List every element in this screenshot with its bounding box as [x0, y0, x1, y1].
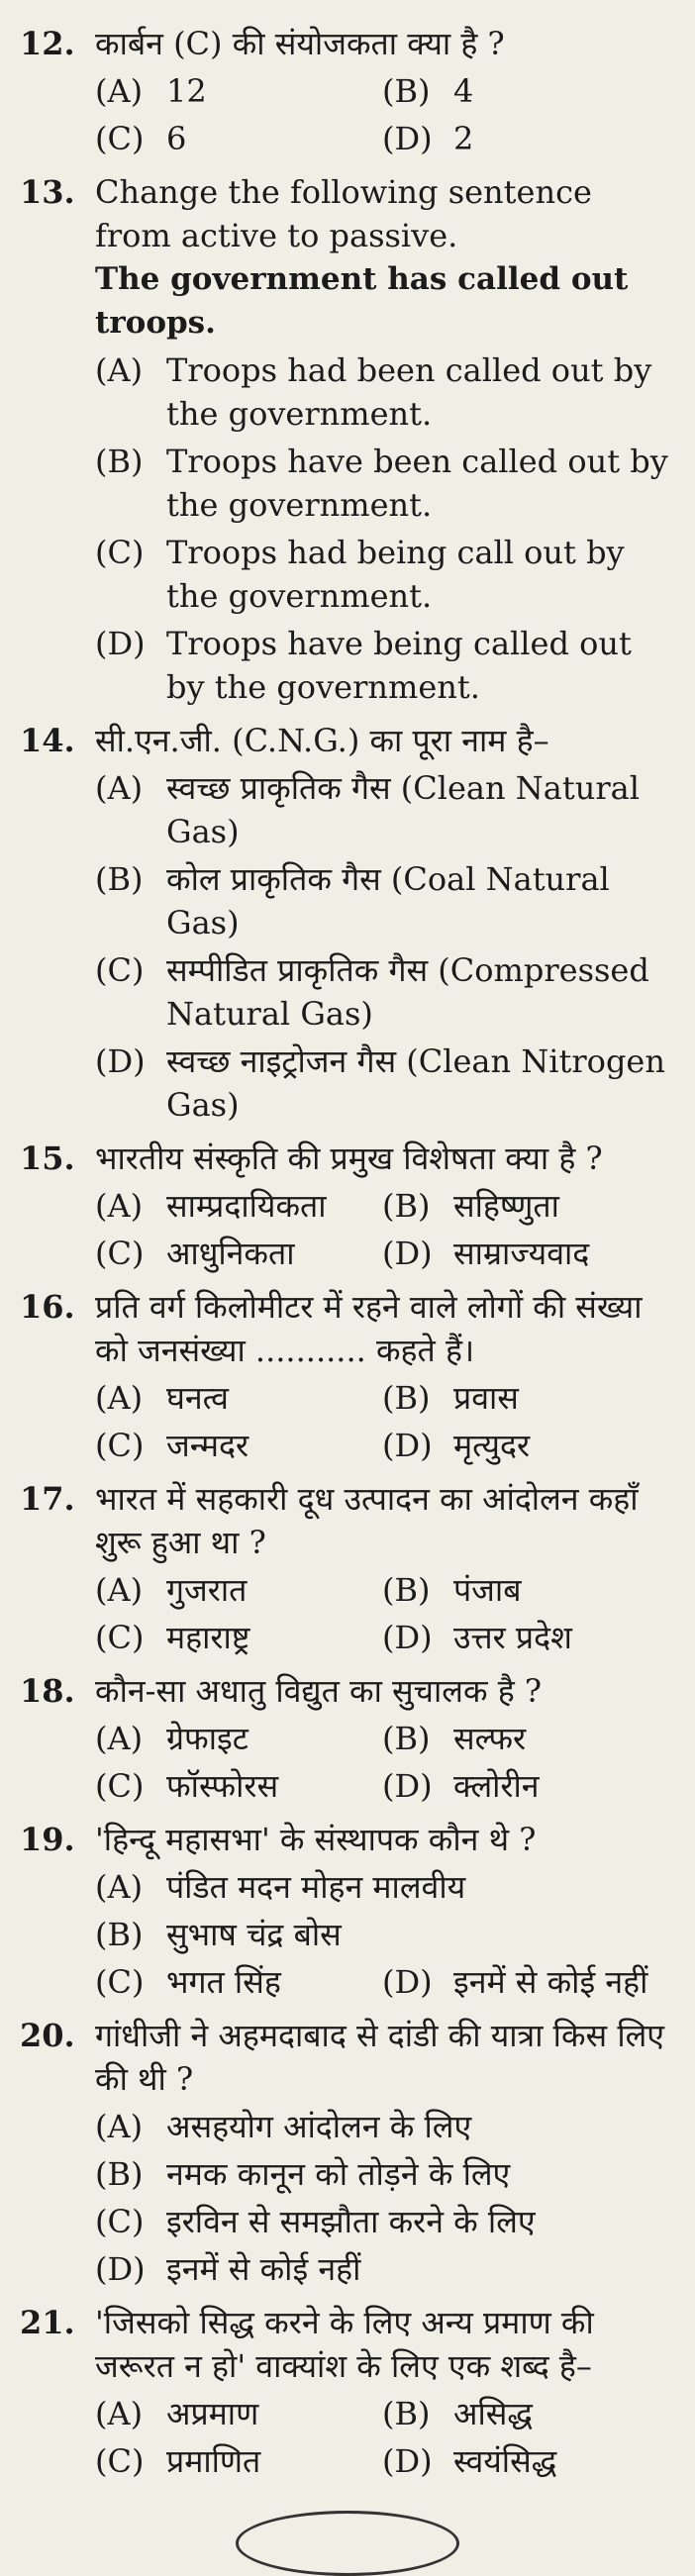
option-text: आधुनिकता — [166, 1235, 295, 1272]
question-text: 'हिन्दू महासभा' के संस्थापक कौन थे ? — [95, 1821, 537, 1858]
answer-option — [95, 1616, 382, 1659]
answer-option — [95, 1913, 677, 1956]
option-text: सल्फर — [453, 1720, 527, 1757]
option-text: स्वच्छ प्राकृतिक गैस (Clean Natural Gas) — [166, 769, 640, 850]
answer-option — [95, 348, 677, 436]
option-text: भगत सिंह — [166, 1963, 281, 2001]
options-grid — [95, 1184, 677, 1275]
option-label: (D) — [382, 120, 433, 157]
option-label: (B) — [382, 2395, 431, 2432]
question-item — [20, 2301, 677, 2483]
question-text: भारत में सहकारी दूध उत्पादन का आंदोलन कहाँ शुरू हुआ था ? — [95, 1480, 639, 1561]
question-text: भारतीय संस्कृति की प्रमुख विशेषता क्या है ? — [95, 1139, 603, 1177]
answer-option — [95, 2392, 382, 2435]
option-label: (A) — [95, 1720, 144, 1757]
option-label: (D) — [95, 1042, 146, 1080]
option-text: पंडित मदन मोहन मालवीय — [166, 1868, 466, 1906]
question-item — [20, 2014, 677, 2291]
question-item — [20, 1285, 677, 1467]
answer-option — [95, 1960, 382, 2004]
options-grid — [95, 1376, 677, 1467]
question-text: प्रति वर्ग किलोमीटर में रहने वाले लोगों की संख्या को जनसंख्या ........... कहते हैं। — [95, 1288, 643, 1369]
option-label: (C) — [95, 1427, 145, 1464]
option-label: (B) — [382, 1187, 431, 1225]
answer-option — [95, 2152, 677, 2196]
option-label: (B) — [95, 860, 144, 898]
question-item — [20, 1137, 677, 1275]
question-item — [20, 22, 677, 160]
option-text: प्रवास — [453, 1379, 519, 1417]
option-text: Troops had been called out by the government. — [166, 351, 652, 433]
option-text: फॉस्फोरस — [166, 1767, 279, 1805]
options-grid — [95, 69, 677, 160]
answer-option — [95, 1865, 677, 1909]
option-text: गुजरात — [166, 1571, 248, 1609]
option-label: (B) — [382, 1379, 431, 1417]
option-label: (A) — [95, 1571, 144, 1609]
option-label: (C) — [95, 534, 145, 571]
question-number: 21. — [20, 2304, 75, 2341]
question-number: 19. — [20, 1821, 75, 1858]
option-text: 12 — [166, 72, 207, 110]
option-text: सम्पीडित प्राकृतिक गैस (Compressed Natural Gas) — [166, 951, 649, 1033]
question-text: सी.एन.जी. (C.N.G.) का पूरा नाम है– — [95, 722, 549, 759]
answer-option — [95, 622, 677, 709]
answer-option — [95, 2105, 677, 2148]
question-item — [20, 1818, 677, 2004]
answer-option — [382, 1184, 677, 1228]
option-label: (C) — [95, 2442, 145, 2480]
answer-option — [95, 531, 677, 618]
question-list — [20, 22, 677, 2483]
option-text: घनत्व — [166, 1379, 229, 1417]
option-label: (B) — [382, 72, 431, 110]
answer-option — [95, 1764, 382, 1808]
option-label: (B) — [382, 1571, 431, 1609]
question-number: 16. — [20, 1288, 75, 1326]
option-label: (D) — [382, 1235, 433, 1272]
answer-option — [382, 69, 677, 113]
option-label: (A) — [95, 351, 144, 389]
option-label: (C) — [95, 2203, 145, 2240]
option-text: सुभाष चंद्र बोस — [166, 1916, 342, 1953]
option-label: (D) — [95, 625, 146, 662]
answer-option — [382, 1568, 677, 1612]
option-label: (B) — [382, 1720, 431, 1757]
option-label: (D) — [382, 1427, 433, 1464]
answer-option — [382, 117, 677, 160]
option-label: (C) — [95, 1235, 145, 1272]
question-text: कार्बन (C) की संयोजकता क्या है ? — [95, 25, 505, 62]
option-text: साम्प्रदायिकता — [166, 1187, 327, 1225]
option-label: (D) — [382, 1963, 433, 2001]
answer-option — [95, 1376, 382, 1420]
answer-option — [95, 948, 677, 1036]
option-text: 6 — [166, 120, 187, 157]
question-text: गांधीजी ने अहमदाबाद से दांडी की यात्रा किस लिए की थी ? — [95, 2017, 665, 2098]
page-seal-decoration — [236, 2511, 459, 2576]
option-label: (A) — [95, 1187, 144, 1225]
option-text: स्वयंसिद्ध — [453, 2442, 557, 2480]
question-text: 'जिसको सिद्ध करने के लिए अन्य प्रमाण की जरूरत न हो' वाक्यांश के लिए एक शब्द है– — [95, 2304, 594, 2385]
answer-option — [382, 1764, 677, 1808]
answer-option — [95, 857, 677, 944]
question-number: 15. — [20, 1139, 75, 1177]
option-text: 4 — [453, 72, 474, 110]
answer-option — [95, 766, 677, 853]
answer-option — [95, 1040, 677, 1127]
option-label: (D) — [382, 2442, 433, 2480]
option-label: (C) — [95, 1767, 145, 1805]
option-label: (D) — [95, 2250, 146, 2288]
option-text: असिद्ध — [453, 2395, 533, 2432]
question-number: 17. — [20, 1480, 75, 1518]
option-text: मृत्युदर — [453, 1427, 531, 1464]
question-number: 20. — [20, 2017, 75, 2054]
option-label: (C) — [95, 1619, 145, 1656]
question-item — [20, 1669, 677, 1808]
question-item — [20, 170, 677, 709]
option-text: नमक कानून को तोड़ने के लिए — [166, 2155, 511, 2193]
question-number: 12. — [20, 25, 75, 62]
option-text: अप्रमाण — [166, 2395, 259, 2432]
option-text: इरविन से समझौता करने के लिए — [166, 2203, 536, 2240]
options-grid — [95, 1960, 677, 2004]
question-number: 18. — [20, 1672, 75, 1710]
option-text: महाराष्ट्र — [166, 1619, 250, 1656]
options-grid — [95, 2392, 677, 2483]
answer-option — [95, 1232, 382, 1275]
option-label: (B) — [95, 2155, 144, 2193]
answer-option — [382, 1232, 677, 1275]
answer-option — [382, 1717, 677, 1760]
option-label: (B) — [95, 1916, 144, 1953]
question-item — [20, 1477, 677, 1659]
option-text: 2 — [453, 120, 474, 157]
option-label: (B) — [95, 443, 144, 480]
answer-option — [382, 1960, 677, 2004]
option-label: (A) — [95, 1868, 144, 1906]
answer-option — [95, 1184, 382, 1228]
option-text: जन्मदर — [166, 1427, 249, 1464]
option-text: Troops had being call out by the government. — [166, 534, 625, 615]
answer-option — [382, 2439, 677, 2483]
question-text: कौन-सा अधातु विद्युत का सुचालक है ? — [95, 1672, 543, 1710]
option-text: क्लोरीन — [453, 1767, 540, 1805]
option-label: (C) — [95, 120, 145, 157]
question-number: 14. — [20, 722, 75, 759]
option-text: प्रमाणित — [166, 2442, 261, 2480]
option-text: Troops have been called out by the government. — [166, 443, 668, 524]
answer-option — [382, 1376, 677, 1420]
option-label: (A) — [95, 2108, 144, 2145]
option-text: Troops have being called out by the government. — [166, 625, 632, 706]
answer-option — [95, 2200, 677, 2243]
answer-option — [95, 2247, 677, 2291]
answer-option — [95, 440, 677, 527]
option-text: ग्रेफाइट — [166, 1720, 248, 1757]
question-text: Change the following sentence from active to passive. — [95, 173, 592, 254]
options-grid — [95, 1568, 677, 1659]
answer-option — [95, 1717, 382, 1760]
answer-option — [95, 1424, 382, 1467]
option-text: सहिष्णुता — [453, 1187, 559, 1225]
option-label: (D) — [382, 1767, 433, 1805]
option-text: उत्तर प्रदेश — [453, 1619, 572, 1656]
option-label: (A) — [95, 72, 144, 110]
answer-option — [382, 1616, 677, 1659]
answer-option — [95, 69, 382, 113]
answer-option — [382, 1424, 677, 1467]
option-label: (D) — [382, 1619, 433, 1656]
answer-option — [95, 2439, 382, 2483]
option-text: इनमें से कोई नहीं — [453, 1963, 648, 2001]
answer-option — [95, 1568, 382, 1612]
option-label: (C) — [95, 1963, 145, 2001]
option-text: स्वच्छ नाइट्रोजन गैस (Clean Nitrogen Gas) — [166, 1042, 665, 1124]
option-text: पंजाब — [453, 1571, 522, 1609]
question-number: 13. — [20, 173, 75, 211]
option-label: (A) — [95, 2395, 144, 2432]
option-text: इनमें से कोई नहीं — [166, 2250, 361, 2288]
question-sentence: The government has called out troops. — [95, 261, 629, 341]
option-label: (A) — [95, 769, 144, 807]
option-text: साम्राज्यवाद — [453, 1235, 590, 1272]
question-item — [20, 719, 677, 1127]
options-grid — [95, 1717, 677, 1808]
option-text: असहयोग आंदोलन के लिए — [166, 2108, 472, 2145]
option-text: कोल प्राकृतिक गैस (Coal Natural Gas) — [166, 860, 610, 941]
answer-option — [382, 2392, 677, 2435]
option-label: (C) — [95, 951, 145, 989]
answer-option — [95, 117, 382, 160]
option-label: (A) — [95, 1379, 144, 1417]
